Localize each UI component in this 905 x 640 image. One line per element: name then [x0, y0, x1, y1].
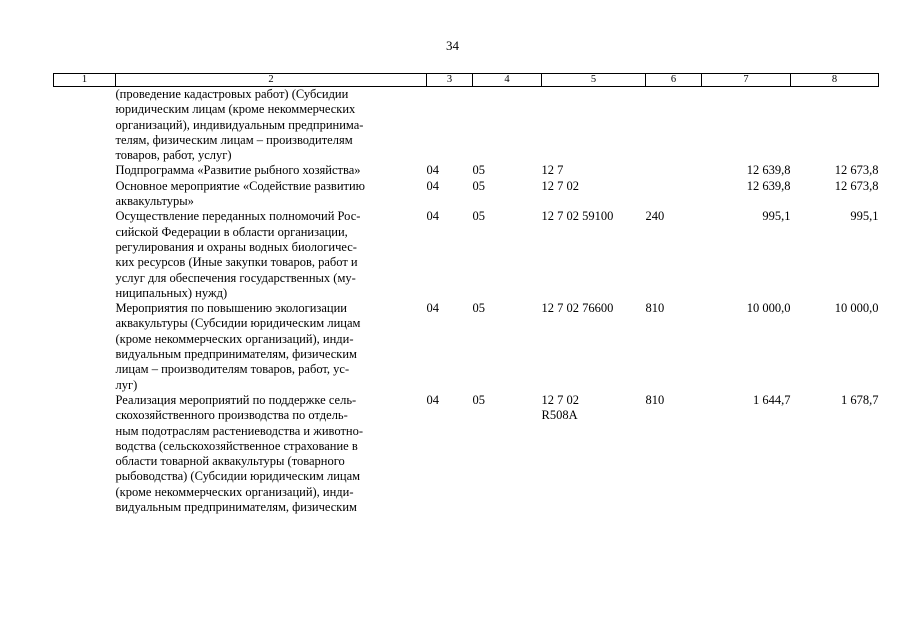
row-name: Реализация мероприятий по поддержке сель- скохозяйственного производства по отдель- ным подотраслям растениеводства и животно- водства (сельскохозяйственное страхование в области товарной аквакультуры (товарного рыбоводства) (Субсидии юридическим лицам (кроме некоммерческих организаций), инди- видуальным предпринимателям, физическим [115, 392, 364, 515]
row-name: Подпрограмма «Развитие рыбного хозяйства» [115, 163, 361, 178]
row-pr: 05 [472, 178, 485, 193]
row-rz [427, 87, 473, 164]
row-sum-1: 995,1 [762, 209, 791, 224]
table-row [54, 163, 879, 178]
row-sum-1: 1 644,7 [753, 392, 791, 407]
row-vr [646, 87, 702, 164]
row-vr: 810 [645, 301, 665, 316]
row-rz: 04 [426, 209, 439, 224]
table-row [54, 209, 879, 301]
column-header-1: 1 [54, 74, 116, 87]
row-pr: 05 [472, 301, 485, 316]
row-sum-2: 12 673,8 [834, 163, 879, 178]
row-vr: 810 [645, 392, 665, 407]
column-header-7: 7 [702, 74, 791, 87]
page-number: 34 [446, 38, 459, 53]
row-vr [646, 179, 702, 210]
row-csr: 12 7 [541, 163, 564, 178]
row-rz: 04 [426, 392, 439, 407]
row-rz: 04 [426, 301, 439, 316]
column-header-3: 3 [427, 74, 473, 87]
row-sum-1: 12 639,8 [746, 178, 791, 193]
row-spacer-cell [54, 393, 116, 515]
row-vr: 240 [645, 209, 665, 224]
column-header-8: 8 [791, 74, 879, 87]
row-spacer-cell [54, 163, 116, 178]
row-csr: 12 7 02 [541, 178, 579, 193]
row-sum-1 [702, 87, 791, 164]
column-header-2: 2 [116, 74, 427, 87]
row-rz: 04 [426, 163, 439, 178]
row-sum-2: 12 673,8 [834, 178, 879, 193]
row-pr: 05 [472, 209, 485, 224]
row-name: (проведение кадастровых работ) (Субсидии юридическим лицам (кроме некоммерческих организаций), индивидуальным предпринима- телям, физическим лицам – производителям товаров, работ, услуг) [115, 87, 364, 163]
table-row [54, 393, 879, 515]
row-spacer-cell [54, 301, 116, 393]
row-vr [646, 163, 702, 178]
table-row [54, 87, 879, 164]
table-row [54, 301, 879, 393]
row-pr [473, 87, 542, 164]
row-csr: 12 7 02 R508A [541, 392, 579, 423]
row-pr: 05 [472, 163, 485, 178]
row-sum-2 [791, 87, 879, 164]
row-sum-2: 1 678,7 [841, 392, 879, 407]
row-sum-1: 10 000,0 [746, 301, 791, 316]
column-number-header [54, 74, 879, 87]
row-sum-2: 995,1 [850, 209, 879, 224]
budget-table [53, 73, 879, 515]
row-name: Мероприятия по повышению экологизации аквакультуры (Субсидии юридическим лицам (кроме некоммерческих организаций), инди- видуальным предпринимателям, физическим лицам – производителям товаров, работ, ус- луг) [115, 301, 361, 392]
row-spacer-cell [54, 209, 116, 301]
column-header-6: 6 [646, 74, 702, 87]
row-rz: 04 [426, 178, 439, 193]
row-csr [542, 87, 646, 164]
row-name: Осуществление переданных полномочий Рос- сийской Федерации в области организации, регулирования и охраны водных биологичес- ких ресурсов (Иные закупки товаров, работ и услуг для обеспечения государственных (му- ниципальных) нужд) [115, 209, 361, 300]
row-name: Основное мероприятие «Содействие развитию аквакультуры» [115, 178, 366, 209]
row-pr: 05 [472, 392, 485, 407]
table-row [54, 179, 879, 210]
row-csr: 12 7 02 76600 [541, 301, 614, 316]
column-header-5: 5 [542, 74, 646, 87]
row-sum-2: 10 000,0 [834, 301, 879, 316]
row-csr: 12 7 02 59100 [541, 209, 614, 224]
row-spacer-cell [54, 179, 116, 210]
row-sum-1: 12 639,8 [746, 163, 791, 178]
row-spacer-cell [54, 87, 116, 164]
column-header-4: 4 [473, 74, 542, 87]
